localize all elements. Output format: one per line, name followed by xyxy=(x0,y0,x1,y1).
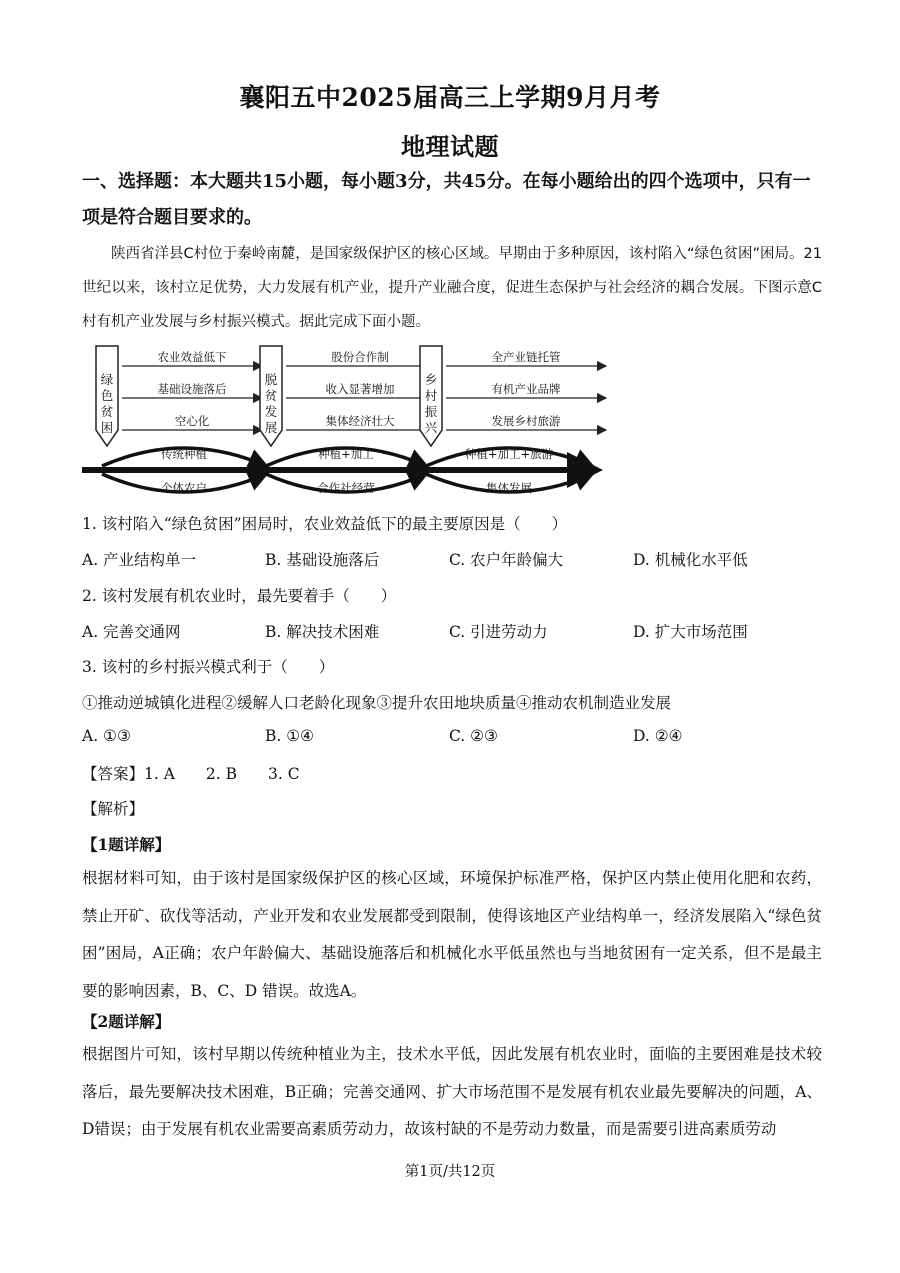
q3-option-b: B. ①④ xyxy=(265,727,315,745)
answer-line: 【答案】1. A 2. B 3. C xyxy=(82,765,300,783)
lower-arc-label: 集体发展 xyxy=(486,481,532,495)
stage-item-label: 发展乡村旅游 xyxy=(491,414,561,428)
section-heading: 一、选择题：本大题共15小题，每小题3分，共45分。在每小题给出的四个选项中，只有一项是符合题目要求的。 xyxy=(82,171,811,228)
upper-arc-label: 种植+加工 xyxy=(318,447,374,461)
question-2-stem: 2. 该村发展有机农业时，最先要着手（ ） xyxy=(82,587,397,605)
lower-arc-label: 合作社经营 xyxy=(317,481,375,495)
stage-label-char: 绿 xyxy=(100,372,114,387)
q2-option-b: B. 解决技术困难 xyxy=(265,623,380,641)
stage-item-label: 收入显著增加 xyxy=(325,382,395,396)
stage-label-char: 脱 xyxy=(264,372,278,387)
stage-label-char: 乡 xyxy=(424,372,438,387)
stage-item-label: 空心化 xyxy=(174,414,210,428)
q2-option-a: A. 完善交通网 xyxy=(82,623,181,641)
stage-label-char: 色 xyxy=(100,388,114,403)
stage-label-char: 贫 xyxy=(100,404,114,419)
stage-item-label: 全产业链托管 xyxy=(491,350,561,364)
q1-option-c: C. 农户年龄偏大 xyxy=(449,551,564,569)
detail-1-label: 【1题详解】 xyxy=(82,835,171,854)
page-footer: 第1页/共12页 xyxy=(404,1164,496,1180)
stage-item-label: 农业效益低下 xyxy=(157,350,227,364)
intro-text: 陕西省洋县C村位于秦岭南麓，是国家级保护区的核心区域。早期由于多种原因，该村陷入“绿色贫困”困局。21世纪以来，该村立足优势，大力发展有机产业，提升产业融合度，促进生态保护与社会经济的耦合发展。下图示意C村有机产业发展与乡村振兴模式。据此完成下面小题。 xyxy=(82,246,822,330)
stage-item-label: 股份合作制 xyxy=(331,350,389,364)
detail-2-label: 【2题详解】 xyxy=(82,1012,171,1031)
detail-1-text: 根据材料可知，由于该村是国家级保护区的核心区域，环境保护标准严格，保护区内禁止使用化肥和农药，禁止开矿、砍伐等活动，产业开发和农业发展都受到限制，使得该地区产业结构单一，经济发展陷入“绿色贫困”困局，A正确；农户年龄偏大、基础设施落后和机械化水平低虽然也与当地贫困有一定关系，但不是最主要的影响因素，B、C、D 错误。故选A。 xyxy=(82,869,822,1000)
intro-paragraph xyxy=(82,237,822,339)
q1-option-d: D. 机械化水平低 xyxy=(633,551,748,569)
analysis-label: 【解析】 xyxy=(82,800,145,818)
detail-2-text: 根据图片可知，该村早期以传统种植业为主，技术水平低，因此发展有机农业时，面临的主要困难是技术较落后，最先要解决技术困难，B正确；完善交通网、扩大市场范围不是发展有机农业最先要解决的问题，A、D错误；由于发展有机农业需要高素质劳动力，故该村缺的不是劳动力数量，而是需要引进高素质劳动 xyxy=(82,1045,822,1138)
stage-label-char: 村 xyxy=(424,388,438,403)
q3-option-d: D. ②④ xyxy=(633,727,683,745)
stage-item-label: 集体经济壮大 xyxy=(325,414,395,428)
q3-option-c: C. ②③ xyxy=(449,727,498,745)
stage-label-char: 展 xyxy=(264,420,278,435)
question-1-stem: 1. 该村陷入“绿色贫困”困局时，农业效益低下的最主要原因是（ ） xyxy=(82,515,568,533)
upper-arc-label: 种植+加工+旅游 xyxy=(464,447,554,461)
exam-title: 襄阳五中2025届高三上学期9月月考 xyxy=(239,83,661,112)
question-3-stem: 3. 该村的乡村振兴模式利于（ ） xyxy=(82,658,335,676)
q3-option-a: A. ①③ xyxy=(82,727,131,745)
question-3-statements: ①推动逆城镇化进程②缓解人口老龄化现象③提升农田地块质量④推动农机制造业发展 xyxy=(82,694,672,712)
lower-arc-label: 个体农户 xyxy=(161,481,207,495)
stage-label-char: 贫 xyxy=(264,388,278,403)
exam-subtitle: 地理试题 xyxy=(401,132,499,161)
stage-label-char: 振 xyxy=(424,404,438,419)
stage-item-label: 有机产业品牌 xyxy=(491,382,561,396)
q1-option-a: A. 产业结构单一 xyxy=(82,551,197,569)
stage-label-char: 兴 xyxy=(424,420,438,435)
q2-option-d: D. 扩大市场范围 xyxy=(633,623,748,641)
upper-arc-label: 传统种植 xyxy=(161,447,207,461)
rural-revitalization-diagram xyxy=(82,342,612,502)
stage-label-char: 发 xyxy=(264,404,278,419)
q1-option-b: B. 基础设施落后 xyxy=(265,551,380,569)
stage-label-char: 困 xyxy=(100,420,114,435)
q2-option-c: C. 引进劳动力 xyxy=(449,623,548,641)
stage-item-label: 基础设施落后 xyxy=(157,382,227,396)
